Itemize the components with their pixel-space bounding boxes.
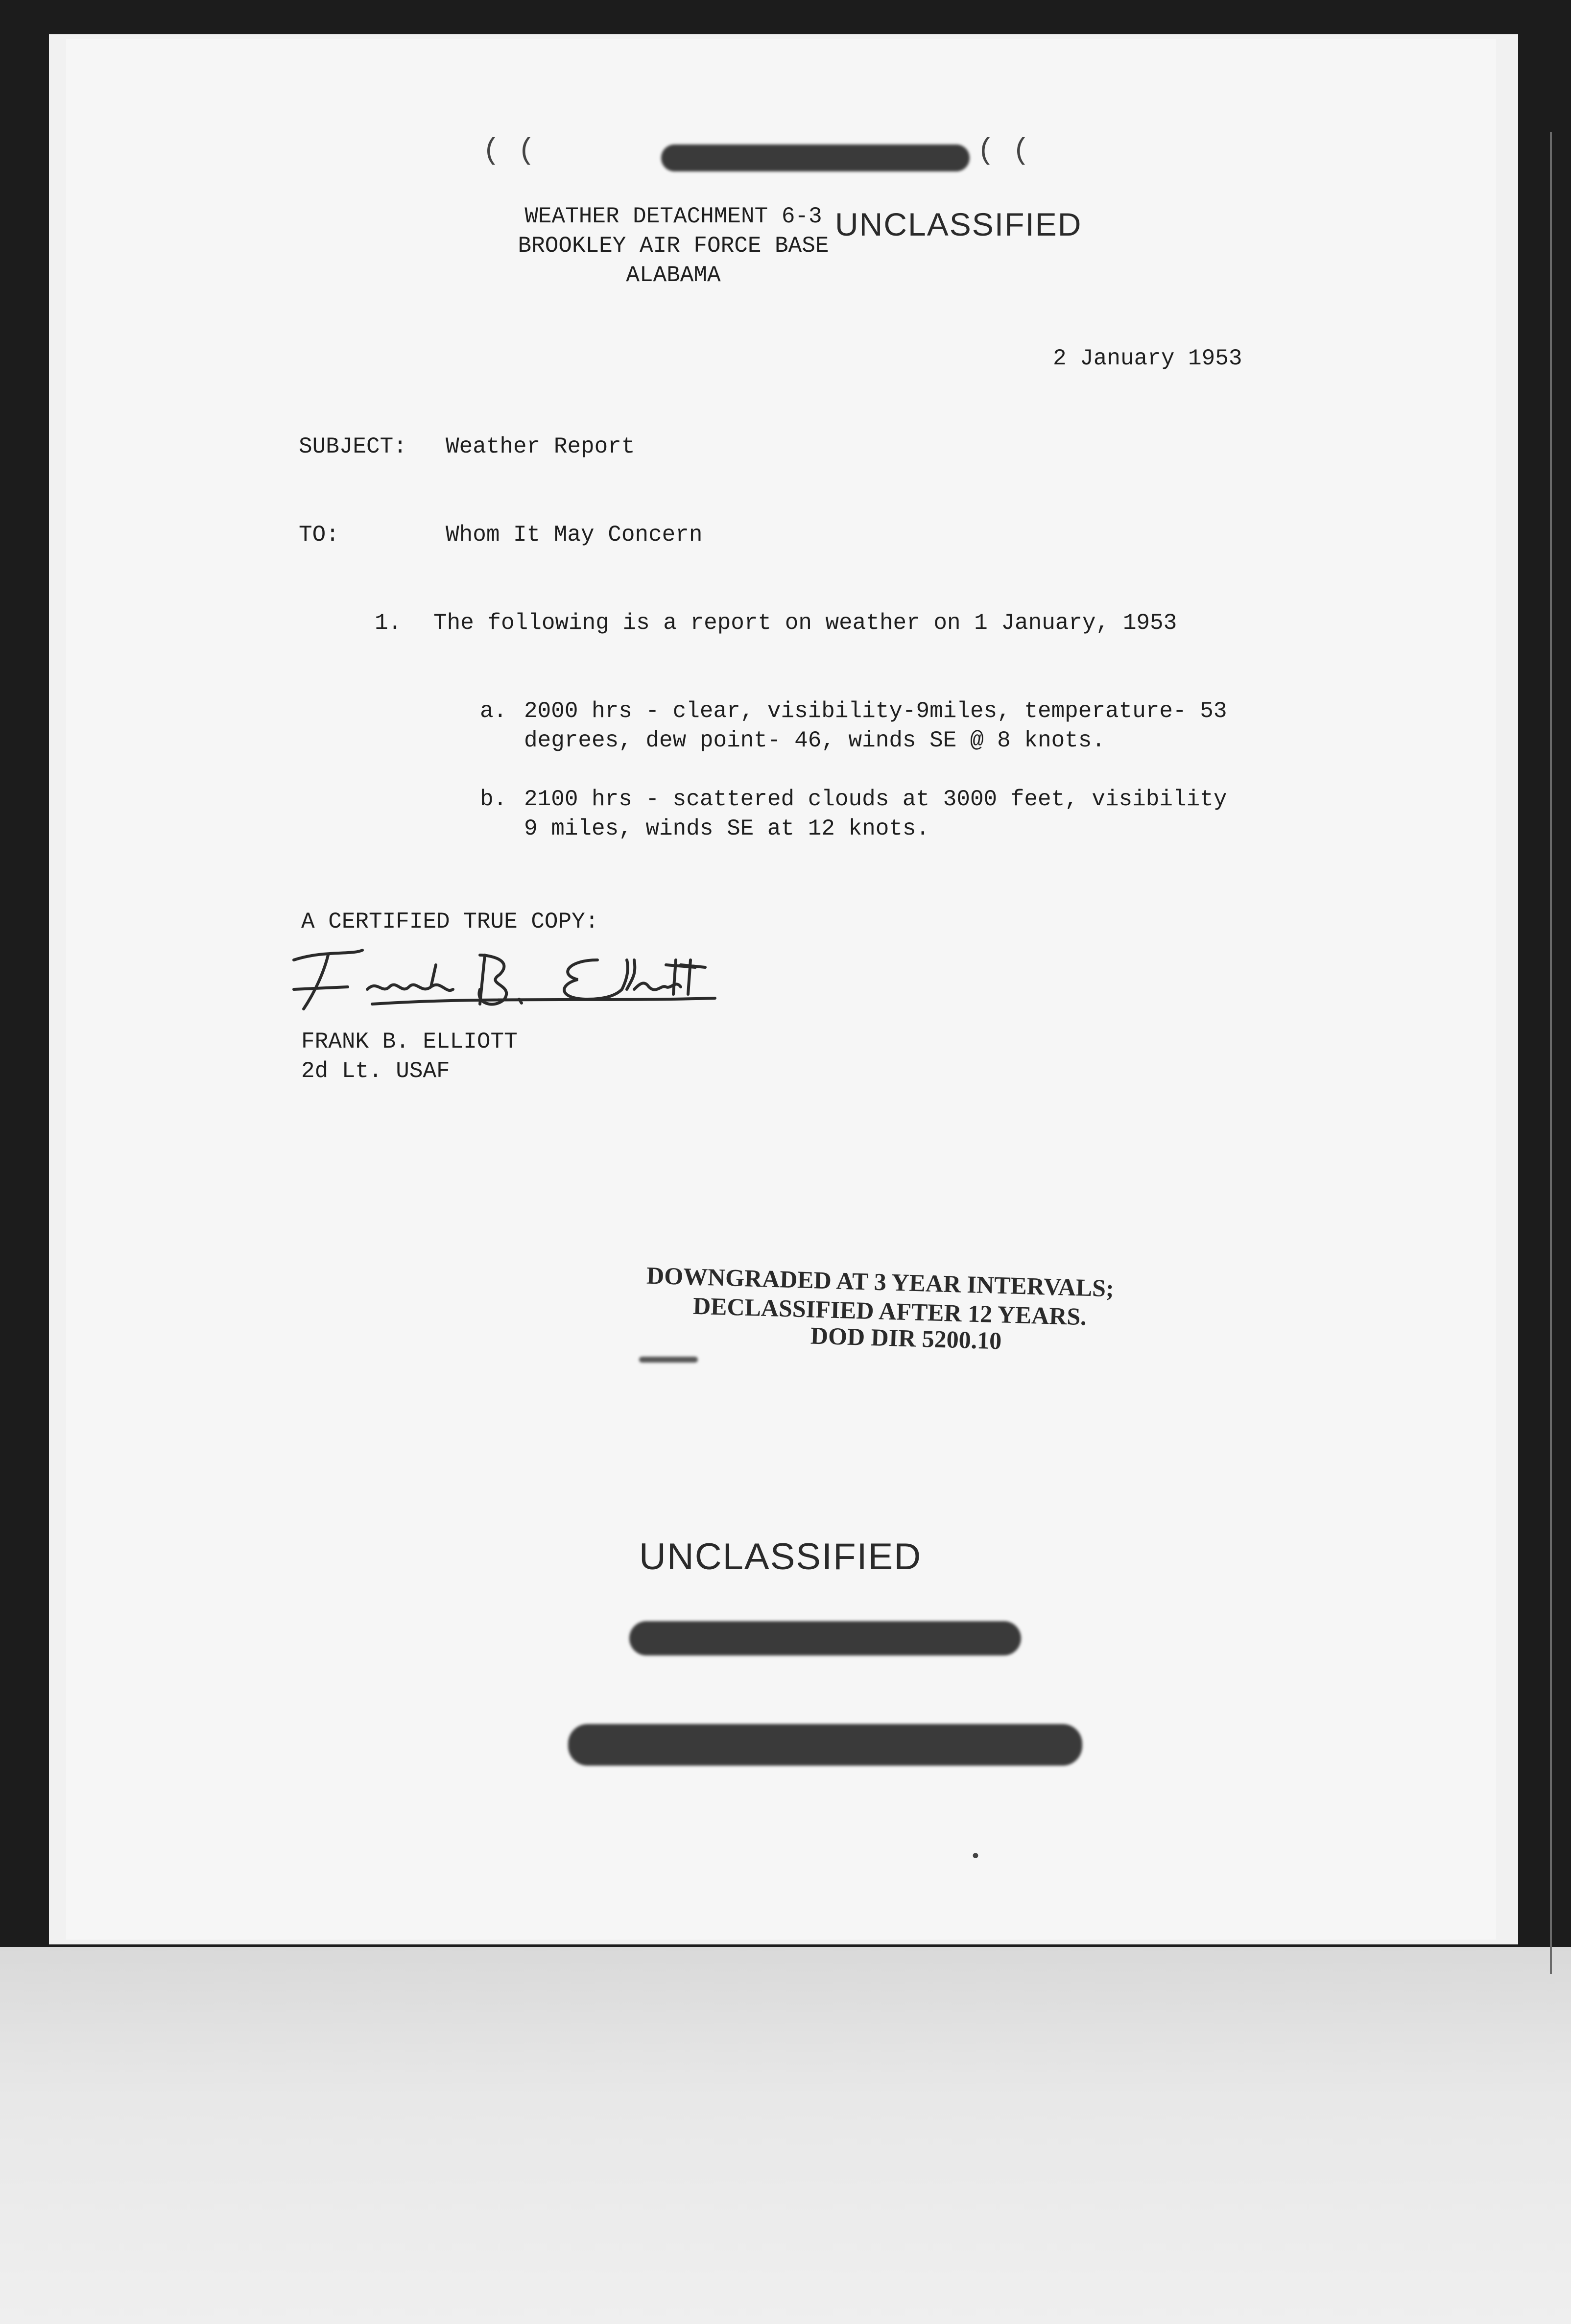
paragraph-text: The following is a report on weather on 1 January, 1953 [433, 610, 1177, 636]
letterhead-line-2: BROOKLEY AIR FORCE BASE [518, 233, 829, 259]
page-edge-shadow [1550, 132, 1552, 1974]
redaction-mark-bottom [568, 1724, 1082, 1766]
document-page [66, 39, 1496, 1940]
ink-smear [639, 1357, 698, 1363]
item-letter: b. [480, 787, 507, 812]
redaction-mark-top [661, 144, 970, 171]
downgrade-stamp-line-2: DECLASSIFIED AFTER 12 YEARS. [692, 1292, 1087, 1331]
downgrade-stamp-line-1: DOWNGRADED AT 3 YEAR INTERVALS; [646, 1261, 1115, 1302]
paragraph-number: 1. [375, 610, 402, 636]
certification-heading: A CERTIFIED TRUE COPY: [301, 909, 599, 934]
signer-rank: 2d Lt. USAF [301, 1058, 450, 1084]
item-letter: a. [480, 698, 507, 724]
to-value: Whom It May Concern [446, 522, 703, 548]
parenthesis-mark: ( ( [482, 135, 536, 168]
item-line: 9 miles, winds SE at 12 knots. [524, 816, 930, 841]
item-line: 2100 hrs - scattered clouds at 3000 feet, visibility [524, 787, 1227, 812]
classification-stamp-bottom: UNCLASSIFIED [639, 1536, 922, 1578]
letterhead-line-1: WEATHER DETACHMENT 6-3 [524, 204, 822, 229]
item-line: degrees, dew point- 46, winds SE @ 8 knots. [524, 728, 1105, 753]
downgrade-stamp-line-3: DOD DIR 5200.10 [810, 1321, 1002, 1355]
parenthesis-mark: ( ( [977, 135, 1030, 168]
document-date: 2 January 1953 [1053, 346, 1242, 371]
redaction-mark-middle [629, 1621, 1021, 1655]
signer-name: FRANK B. ELLIOTT [301, 1029, 518, 1054]
subject-label: SUBJECT: [299, 434, 407, 459]
to-label: TO: [299, 522, 339, 548]
signature [284, 940, 725, 1019]
subject-value: Weather Report [446, 434, 635, 459]
speck-mark: • [970, 1846, 982, 1869]
background-glass [0, 1947, 1571, 2324]
classification-stamp-top: UNCLASSIFIED [835, 206, 1082, 242]
letterhead-line-3: ALABAMA [626, 263, 721, 288]
item-line: 2000 hrs - clear, visibility-9miles, temperature- 53 [524, 698, 1227, 724]
